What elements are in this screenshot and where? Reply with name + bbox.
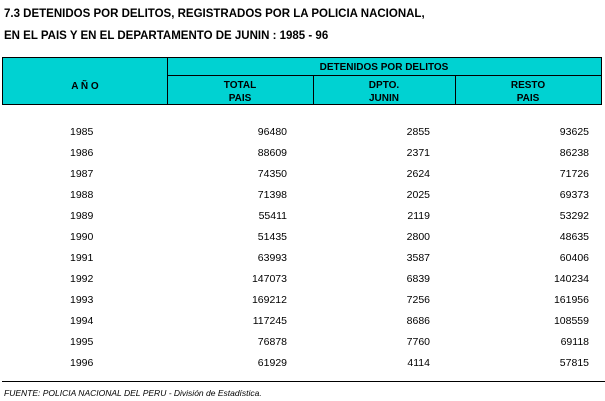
header-resto-line1: RESTO [510, 80, 546, 91]
table-title-line1: 7.3 DETENIDOS POR DELITOS, REGISTRADOS POR LA POLICIA NACIONAL, [4, 8, 425, 20]
header-dpto-line1: DPTO. [368, 80, 400, 91]
header-divider [167, 58, 168, 104]
table-title-line2: EN EL PAIS Y EN EL DEPARTAMENTO DE JUNIN : 1985 - 96 [4, 30, 329, 42]
resto-pais-cell: 48635 [559, 231, 589, 243]
table-row [0, 332, 605, 353]
table-row [0, 122, 605, 143]
header-total-line1: TOTAL [223, 80, 257, 91]
year-cell: 1989 [70, 210, 94, 222]
year-cell: 1991 [70, 252, 94, 264]
resto-pais-cell: 69118 [560, 336, 589, 348]
total-pais-cell: 169212 [251, 294, 287, 306]
resto-pais-cell: 71726 [559, 168, 589, 180]
total-pais-cell: 63993 [257, 252, 287, 264]
dpto-junin-cell: 2119 [407, 210, 430, 222]
dpto-junin-cell: 7760 [406, 336, 430, 348]
footer-divider [2, 381, 605, 382]
table-row [0, 311, 605, 332]
year-cell: 1992 [70, 273, 94, 285]
header-resto-line2: PAIS [516, 93, 540, 104]
source-note: FUENTE: POLICIA NACIONAL DEL PERU - División de Estadística. [4, 388, 262, 398]
year-cell: 1996 [70, 357, 94, 369]
dpto-junin-cell: 2371 [406, 147, 430, 159]
resto-pais-cell: 57815 [559, 357, 589, 369]
year-cell: 1990 [70, 231, 94, 243]
table-row [0, 353, 605, 374]
table-row [0, 206, 605, 227]
total-pais-cell: 117245 [252, 315, 287, 327]
resto-pais-cell: 161956 [553, 294, 589, 306]
total-pais-cell: 51435 [257, 231, 287, 243]
resto-pais-cell: 93625 [559, 126, 589, 138]
header-year: A Ñ O [71, 81, 99, 92]
table-row [0, 248, 605, 269]
header-total-line2: PAIS [228, 93, 252, 104]
dpto-junin-cell: 3587 [406, 252, 430, 264]
table-row [0, 143, 605, 164]
header-group: DETENIDOS POR DELITOS [319, 62, 449, 73]
total-pais-cell: 55411 [258, 210, 287, 222]
dpto-junin-cell: 2025 [406, 189, 430, 201]
table-row [0, 290, 605, 311]
dpto-junin-cell: 2800 [406, 231, 430, 243]
dpto-junin-cell: 8686 [406, 315, 430, 327]
table-header [2, 57, 602, 105]
total-pais-cell: 61929 [257, 357, 287, 369]
resto-pais-cell: 53292 [559, 210, 589, 222]
resto-pais-cell: 69373 [559, 189, 589, 201]
dpto-junin-cell: 2855 [406, 126, 430, 138]
year-cell: 1995 [70, 336, 94, 348]
total-pais-cell: 74350 [257, 168, 287, 180]
dpto-junin-cell: 7256 [406, 294, 430, 306]
year-cell: 1986 [70, 147, 94, 159]
total-pais-cell: 96480 [257, 126, 287, 138]
resto-pais-cell: 108559 [553, 315, 589, 327]
header-divider [313, 75, 314, 104]
total-pais-cell: 76878 [257, 336, 287, 348]
year-cell: 1985 [70, 126, 94, 138]
resto-pais-cell: 86238 [559, 147, 589, 159]
resto-pais-cell: 140234 [553, 273, 589, 285]
dpto-junin-cell: 6839 [406, 273, 430, 285]
table-row [0, 227, 605, 248]
year-cell: 1987 [70, 168, 94, 180]
header-divider [167, 75, 601, 76]
resto-pais-cell: 60406 [559, 252, 589, 264]
table-row [0, 269, 605, 290]
header-divider [455, 75, 456, 104]
total-pais-cell: 88609 [257, 147, 287, 159]
total-pais-cell: 147073 [251, 273, 287, 285]
table-row [0, 164, 605, 185]
table-row [0, 185, 605, 206]
dpto-junin-cell: 4114 [407, 357, 430, 369]
year-cell: 1988 [70, 189, 94, 201]
year-cell: 1994 [70, 315, 94, 327]
dpto-junin-cell: 2624 [406, 168, 430, 180]
year-cell: 1993 [70, 294, 94, 306]
total-pais-cell: 71398 [257, 189, 287, 201]
header-dpto-line2: JUNIN [368, 93, 399, 104]
